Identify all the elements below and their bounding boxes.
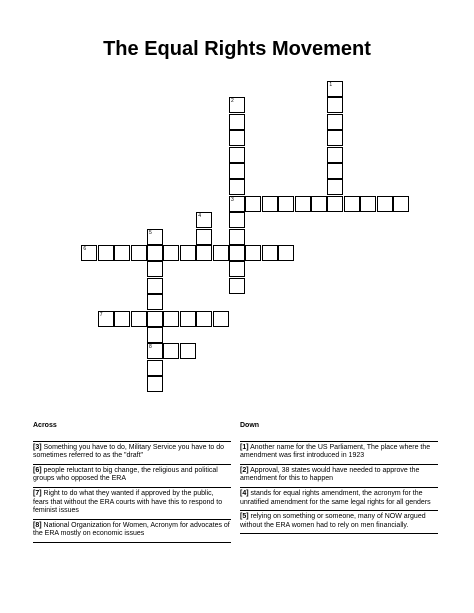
grid-cell[interactable] (229, 147, 245, 163)
down-heading: Down (240, 422, 260, 429)
clue-number: [4] (240, 489, 249, 497)
grid-cell[interactable] (393, 196, 409, 212)
cell-number: 2 (231, 98, 234, 105)
clue-text: relying on something or someone, many of NOW argued without the ERA women had to rely on men financially. (240, 513, 426, 529)
clue-number: [7] (33, 489, 42, 497)
grid-cell[interactable] (147, 376, 163, 392)
grid-cell[interactable] (180, 245, 196, 261)
clue-text: Something you have to do, Military Service you have to do sometimes referred to as the "draft" (33, 443, 225, 460)
down-clue (240, 510, 438, 534)
cell-number: 5 (149, 229, 152, 236)
grid-cell[interactable] (147, 343, 163, 359)
grid-cell[interactable] (262, 196, 278, 212)
clue-text: Another name for the US Parliament, The place where the amendment was first introduced in 1923 (240, 443, 431, 460)
grid-cell[interactable] (114, 311, 130, 327)
grid-cell[interactable] (229, 261, 245, 277)
cell-number: 7 (99, 311, 103, 318)
grid-cell[interactable] (377, 196, 393, 212)
down-clue (240, 464, 438, 487)
across-clues (33, 422, 231, 543)
down-clue (240, 441, 438, 464)
clue-number: [6] (33, 466, 42, 474)
grid-cell[interactable] (229, 163, 245, 179)
grid-cell[interactable] (180, 311, 196, 327)
grid-cell[interactable] (147, 294, 163, 310)
cell-number: 4 (198, 213, 201, 220)
across-clue (33, 441, 231, 464)
clue-number: [8] (33, 521, 42, 529)
grid-cell[interactable] (147, 278, 163, 294)
cell-number: 3 (231, 196, 234, 203)
grid-cell[interactable] (98, 245, 114, 261)
grid-cell[interactable] (131, 245, 147, 261)
grid-cell[interactable] (245, 245, 261, 261)
cell-number: 6 (83, 246, 87, 252)
clue-text: Approval, 38 states would have needed to approve the amendment for this to happen (240, 466, 420, 483)
grid-cell[interactable] (114, 245, 130, 261)
across-clue (33, 519, 231, 543)
cell-number: 8 (149, 344, 152, 351)
grid-cell[interactable] (229, 278, 245, 294)
clue-number: [3] (33, 443, 42, 451)
clue-number: [5] (240, 513, 249, 521)
across-heading: Across (33, 422, 57, 429)
across-clue (33, 464, 231, 487)
grid-cell[interactable] (163, 343, 179, 359)
grid-cell[interactable] (311, 196, 327, 212)
grid-cell[interactable] (196, 311, 212, 327)
clue-text: Right to do what they wanted if approved by the public, fears that without the ERA courts with have this to respond to feminist issues (33, 489, 223, 515)
grid-cell[interactable] (327, 147, 343, 163)
grid-cell[interactable] (278, 245, 294, 261)
grid-cell[interactable] (278, 196, 294, 212)
clue-text: stands for equal rights amendment, the acronym for the unratified amendment for the same legal rights for all genders (240, 489, 431, 506)
grid-cell[interactable] (327, 81, 343, 97)
grid-cell[interactable] (213, 311, 229, 327)
grid-cell[interactable] (229, 196, 245, 212)
grid-cell[interactable] (229, 114, 245, 130)
grid-cell[interactable] (147, 360, 163, 376)
grid-cell[interactable] (147, 245, 163, 261)
grid-cell[interactable] (147, 261, 163, 277)
clue-text: people reluctant to big change, the religious and political groups who opposed the ERA (33, 466, 218, 483)
grid-cell[interactable] (262, 245, 278, 261)
grid-cell[interactable] (229, 179, 245, 195)
cell-number: 1 (329, 82, 333, 88)
grid-cell[interactable] (163, 311, 179, 327)
clue-text: National Organization for Women, Acronym for advocates of the ERA mostly on economic issues (33, 521, 230, 538)
grid-cell[interactable] (344, 196, 360, 212)
grid-cell[interactable] (213, 245, 229, 261)
grid-cell[interactable] (131, 311, 147, 327)
grid-cell[interactable] (327, 97, 343, 113)
grid-cell[interactable] (196, 212, 212, 228)
clue-number: [2] (240, 466, 249, 474)
grid-cell[interactable] (229, 245, 245, 261)
puzzle-title: The Equal Rights Movement (103, 38, 371, 60)
down-clue (240, 487, 438, 510)
across-clue (33, 487, 231, 519)
grid-cell[interactable] (81, 245, 97, 261)
grid-cell[interactable] (147, 311, 163, 327)
grid-cell[interactable] (327, 179, 343, 195)
grid-cell[interactable] (229, 130, 245, 146)
grid-cell[interactable] (327, 163, 343, 179)
grid-cell[interactable] (327, 130, 343, 146)
grid-cell[interactable] (245, 196, 261, 212)
grid-cell[interactable] (147, 327, 163, 343)
grid-cell[interactable] (229, 229, 245, 245)
grid-cell[interactable] (229, 212, 245, 228)
grid-cell[interactable] (295, 196, 311, 212)
grid-cell[interactable] (360, 196, 376, 212)
grid-cell[interactable] (163, 245, 179, 261)
grid-cell[interactable] (196, 229, 212, 245)
grid-cell[interactable] (196, 245, 212, 261)
clue-number: [1] (240, 443, 249, 451)
grid-cell[interactable] (180, 343, 196, 359)
grid-cell[interactable] (327, 196, 343, 212)
grid-cell[interactable] (229, 97, 245, 113)
down-clues (240, 422, 438, 534)
grid-cell[interactable] (147, 229, 163, 245)
grid-cell[interactable] (98, 311, 114, 327)
grid-cell[interactable] (327, 114, 343, 130)
